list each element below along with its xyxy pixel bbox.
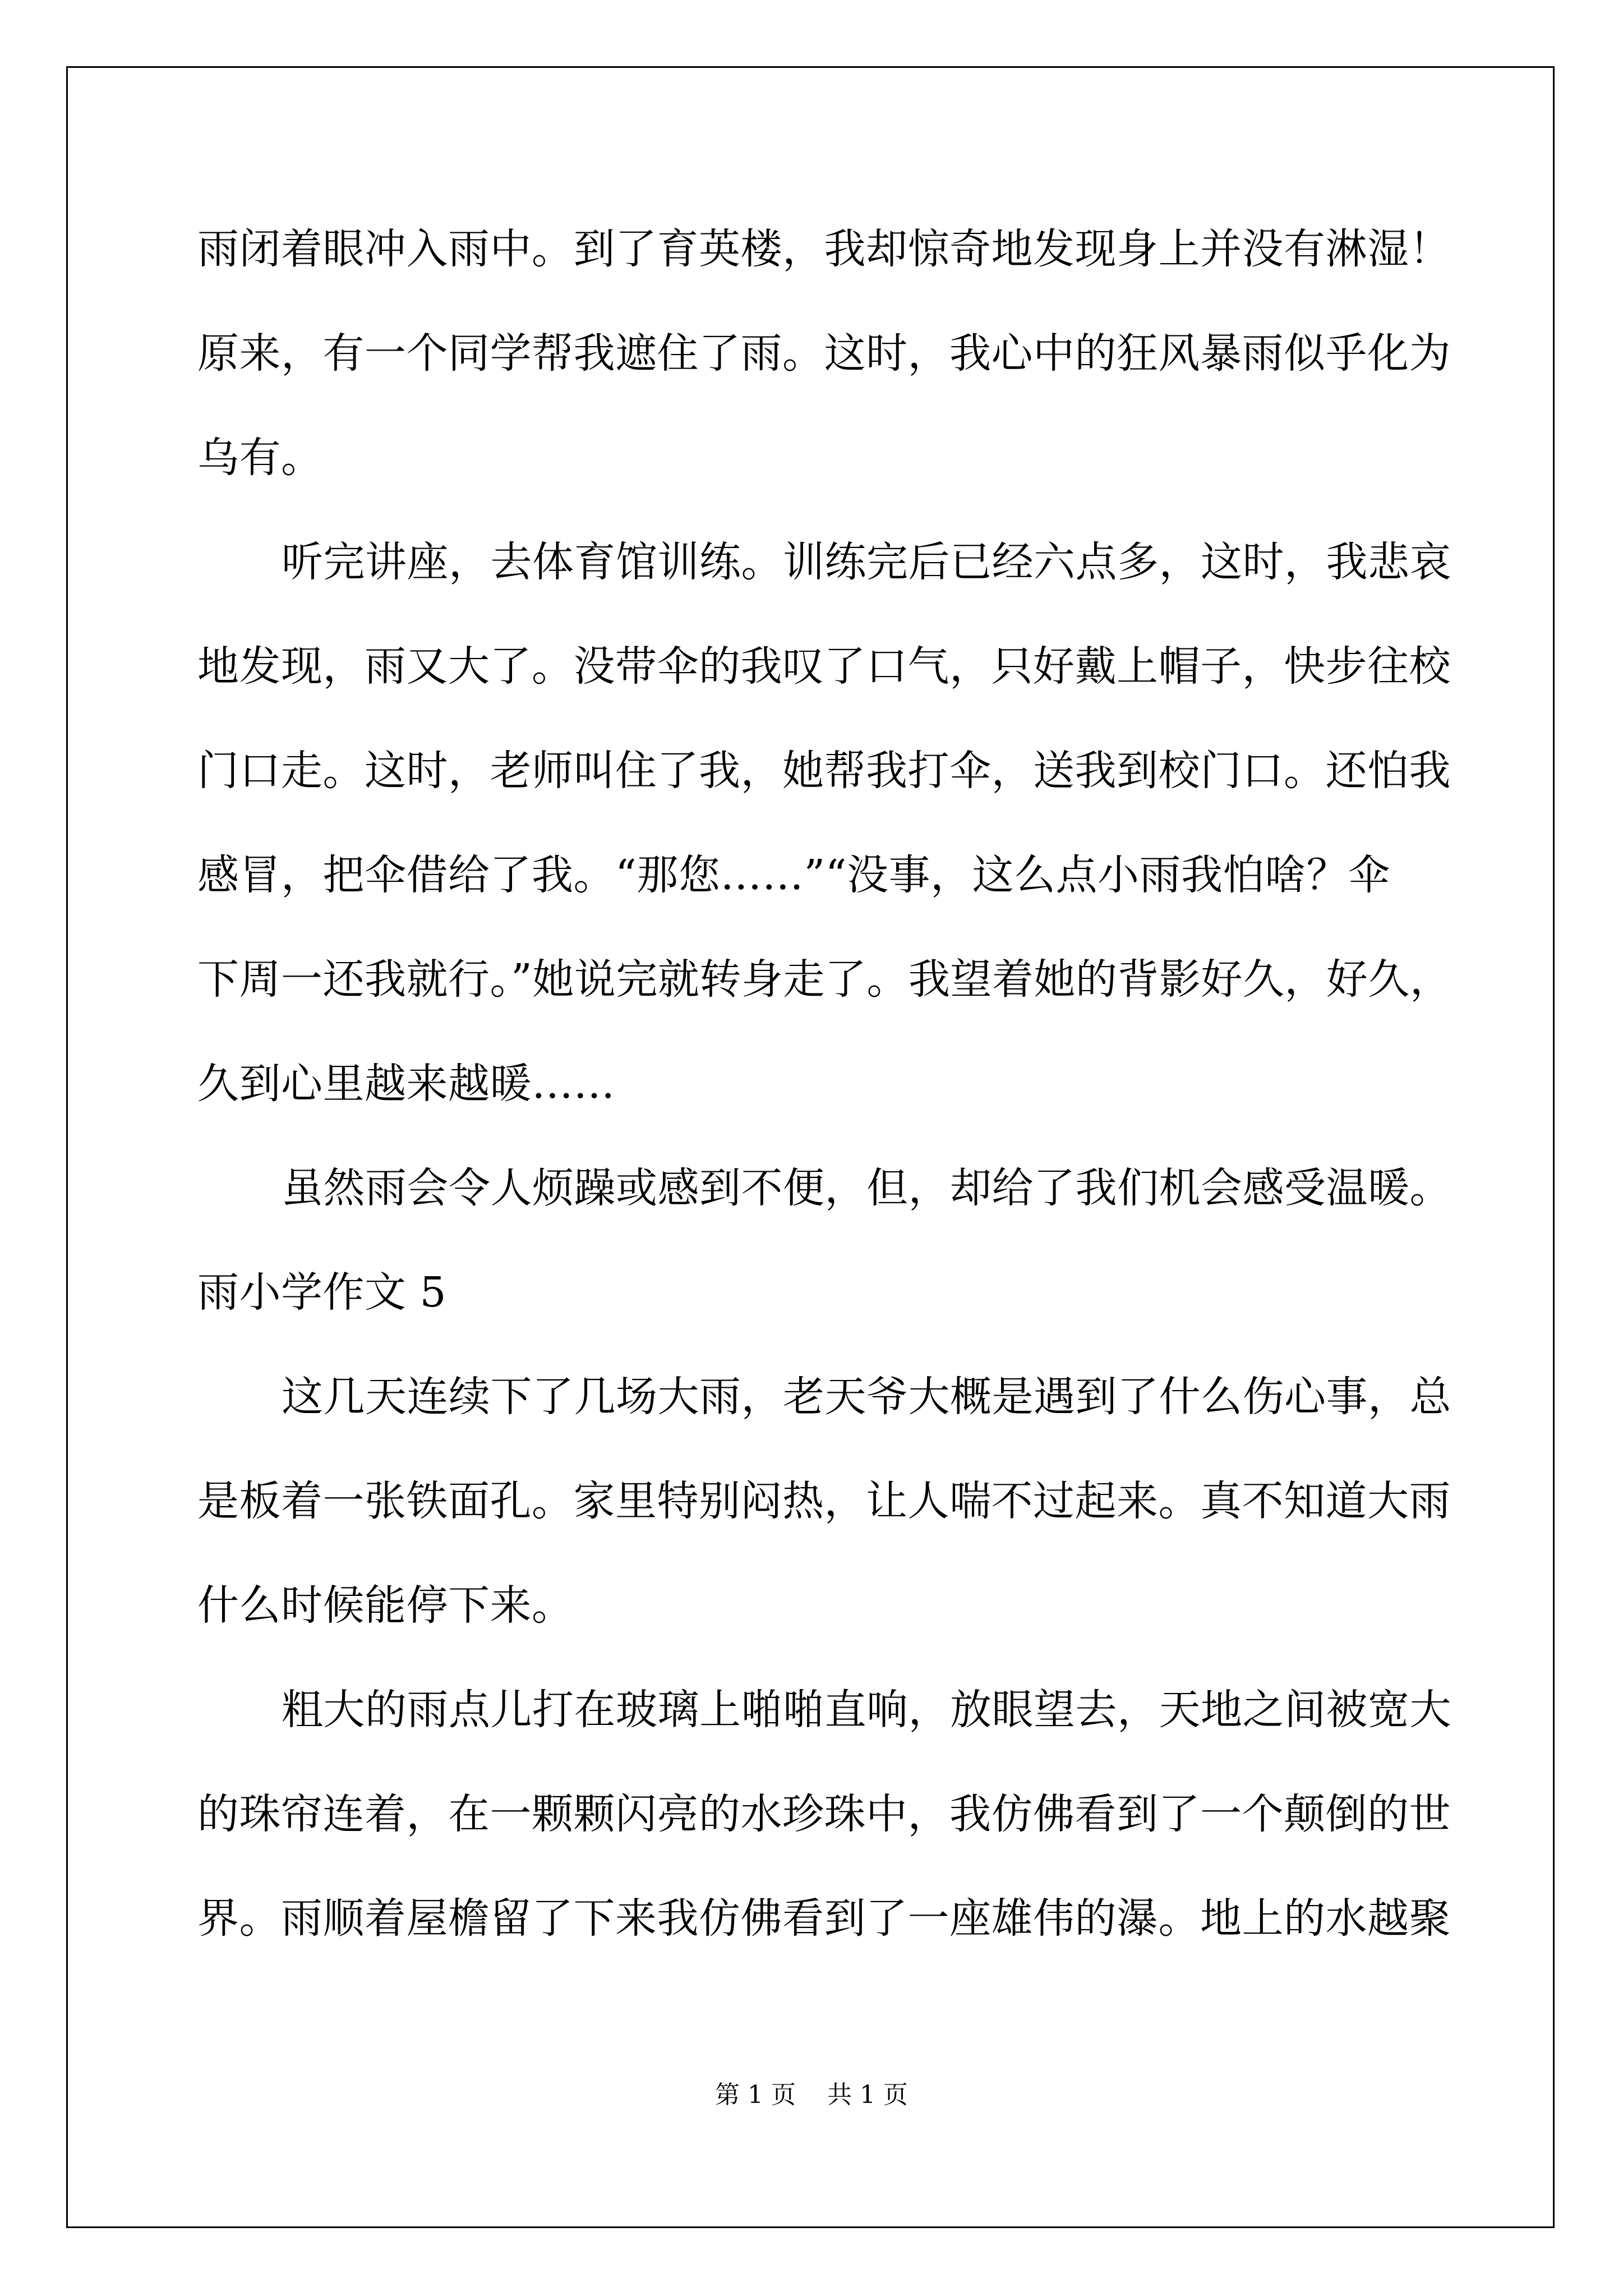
text-line: 地发现，雨又大了。没带伞的我叹了口气，只好戴上帽子，快步往校	[197, 642, 1451, 691]
text-line: 这几天连续下了几场大雨，老天爷大概是遇到了什么伤心事，总	[282, 1373, 1451, 1421]
text-line: 下周一还我就行。”她说完就转身走了。我望着她的背影好久，好久，	[197, 955, 1452, 1004]
text-line: 的珠帘连着，在一颗颗闪亮的水珍珠中，我仿佛看到了一个颠倒的世	[197, 1790, 1451, 1838]
text-line: 久到心里越来越暖……	[197, 1060, 615, 1108]
text-line: 粗大的雨点儿打在玻璃上啪啪直响，放眼望去，天地之间被宽大	[282, 1686, 1451, 1734]
text-line: 雨闭着眼冲入雨中。到了育英楼，我却惊奇地发现身上并没有淋湿！	[197, 225, 1451, 273]
text-line: 乌有。	[197, 434, 323, 482]
text-line: 门口走。这时，老师叫住了我，她帮我打伞，送我到校门口。还怕我	[197, 747, 1451, 795]
text-line: 界。雨顺着屋檐留了下来我仿佛看到了一座雄伟的瀑。地上的水越聚	[197, 1894, 1451, 1943]
text-line: 虽然雨会令人烦躁或感到不便，但，却给了我们机会感受温暖。	[282, 1164, 1451, 1212]
text-line: 原来，有一个同学帮我遮住了雨。这时，我心中的狂风暴雨似乎化为	[197, 329, 1451, 378]
text-line: 是板着一张铁面孔。家里特别闷热，让人喘不过起来。真不知道大雨	[197, 1477, 1451, 1525]
page-footer: 第 1 页 共 1 页	[715, 2081, 908, 2109]
text-line: 听完讲座，去体育馆训练。训练完后已经六点多，这时，我悲哀	[282, 538, 1451, 586]
text-line: 什么时候能停下来。	[197, 1581, 574, 1630]
text-line: 感冒，把伞借给了我。“那您……”“没事，这么点小雨我怕啥？伞	[197, 851, 1390, 899]
section-heading: 雨小学作文 5	[197, 1268, 447, 1317]
